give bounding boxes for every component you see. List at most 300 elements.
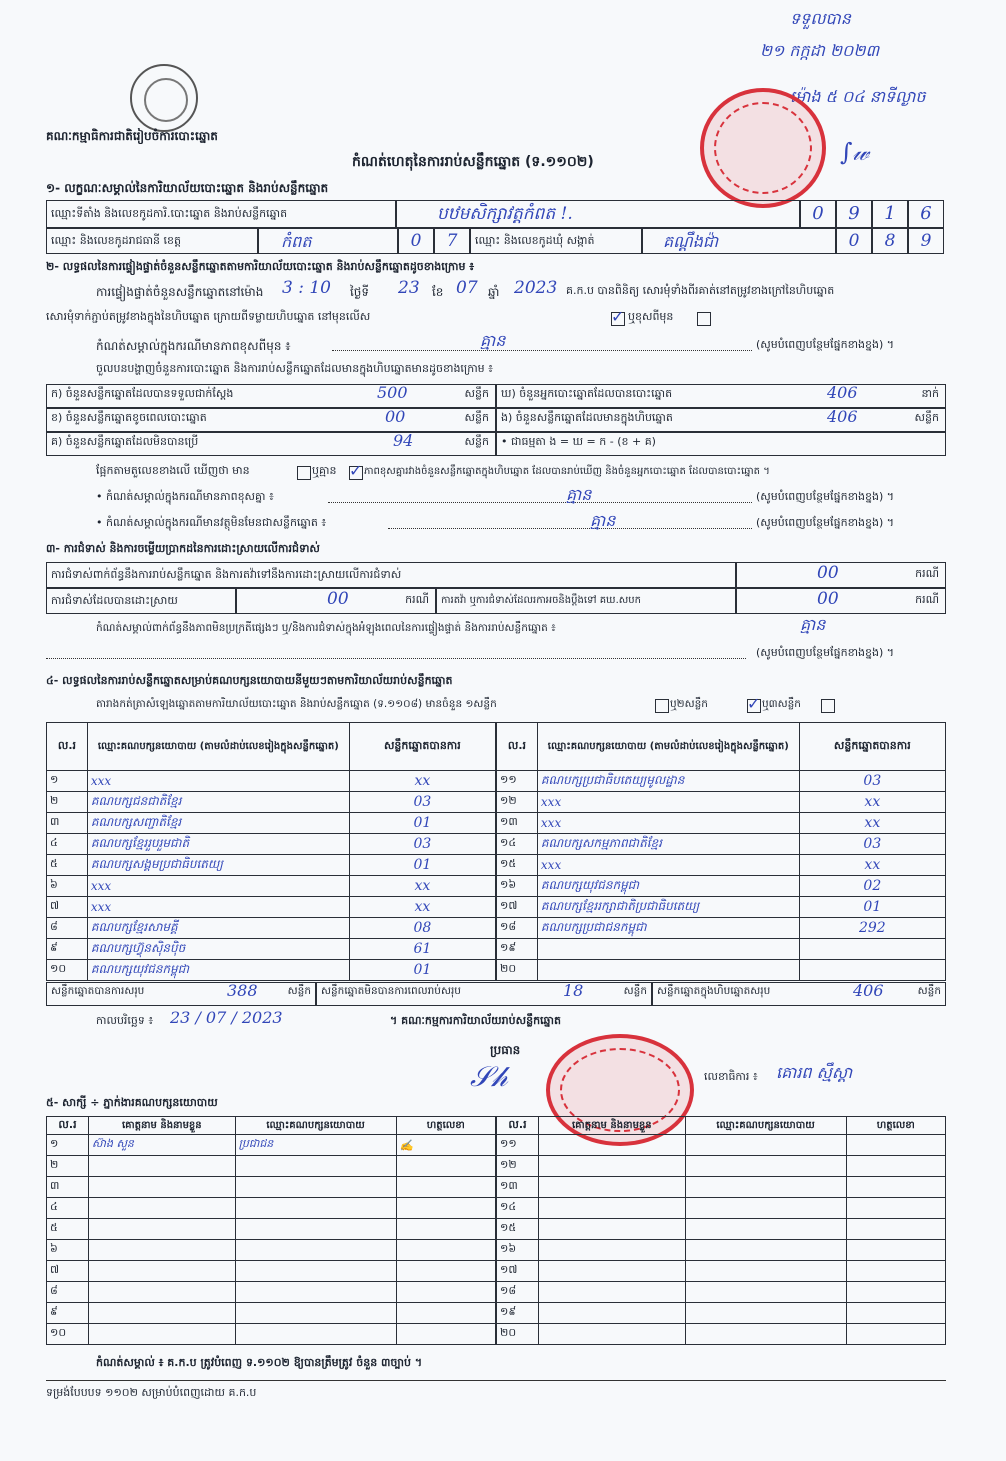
s2-compare-a: ផ្អែកតាមតួលេខខាងលើ ឃើញថា មាន (96, 464, 250, 477)
s2-ngo-row (496, 408, 946, 432)
s3-r1-cell (736, 562, 946, 588)
vote-count (799, 939, 945, 960)
chair-signature: 𝒮𝒽 (470, 1060, 508, 1093)
s1-digit-4: 6 (908, 200, 944, 228)
result-row (47, 960, 496, 981)
s4-total-invalid-unit: សន្លឹក (623, 985, 647, 997)
witness-name (89, 1303, 236, 1324)
s2-time: 3 : 10 (282, 278, 331, 298)
result-row (47, 834, 496, 855)
row-number: ១៩ (497, 939, 538, 960)
s4-col-party-r: ឈ្មោះគណបក្សនយោបាយ (តាមលំដាប់លេខរៀងក្នុងសន្លឹកឆ្នោត) (537, 723, 799, 771)
row-number: ១៧ (497, 897, 538, 918)
witness-signature (846, 1219, 945, 1240)
row-number: ១៤ (497, 834, 538, 855)
vote-count: 08 (349, 918, 495, 939)
party-name: គណបក្សសកម្មភាពជាតិខ្មែរ (537, 834, 799, 855)
witness-party (685, 1324, 846, 1345)
witness-name (89, 1240, 236, 1261)
s2-ko-label: គ) ចំនួនសន្លឹកឆ្នោតដែលមិនបានប្រើ (51, 435, 199, 448)
witness-row (497, 1282, 946, 1303)
row-number: ៩ (47, 1303, 89, 1324)
witness-row (47, 1198, 496, 1219)
row-number: ១៥ (497, 855, 538, 876)
s2-ko-row (46, 432, 496, 456)
witness-row (47, 1324, 496, 1345)
vote-count: xx (799, 855, 945, 876)
row-number: ៩ (47, 939, 88, 960)
s3-title: ៣- ការជំទាស់ និងការចម្លើយប្រាកដនៃការដោះស្រាយលើការជំទាស់ (46, 542, 320, 555)
party-name (537, 960, 799, 981)
witness-party (235, 1177, 396, 1198)
s3-r2b-cell (736, 588, 946, 614)
witness-name (539, 1240, 686, 1261)
row-number: ១ (47, 1135, 89, 1156)
s2-bullet1-hint: (សូមបំពេញបន្ថែមផ្នែកខាងខ្នង) ។ (756, 490, 895, 503)
row-number: ១០ (47, 960, 88, 981)
witness-row (47, 1177, 496, 1198)
row-number: ៥ (47, 1219, 89, 1240)
party-name: xxx (537, 855, 799, 876)
row-number: ២០ (497, 960, 538, 981)
s2-formula: • ជាធម្មតា ង = ឃ = ក - (ខ + គ) (496, 432, 946, 456)
received-note-3: ម៉ោង ៥ ០៤ នាទីល្ងាច (790, 87, 926, 106)
party-name: xxx (537, 813, 799, 834)
party-name: គណបក្សយុវជនកម្ពុជា (87, 960, 349, 981)
row-number: ១៧ (497, 1261, 539, 1282)
s2-bullet2-value: គ្មាន (590, 511, 616, 530)
result-row (497, 960, 946, 981)
witness-row (497, 1198, 946, 1219)
witness-signature (396, 1198, 495, 1219)
s2-ngo-value: 406 (827, 408, 858, 426)
witness-party (235, 1303, 396, 1324)
s4-col-party: ឈ្មោះគណបក្សនយោបាយ (តាមលំដាប់លេខរៀងក្នុងសន្លឹកឆ្នោត) (87, 723, 349, 771)
s4-col-votes-r: សន្លឹកឆ្នោតបានការ (799, 723, 945, 771)
result-row (497, 897, 946, 918)
s5-col-name-r: គោត្តនាម និងនាមខ្លួន (539, 1117, 686, 1135)
form-title: កំណត់ហេតុនៃការរាប់សន្លឹកឆ្នោត (ទ.១១០២) (352, 154, 594, 170)
witness-row (497, 1303, 946, 1324)
s2-day: 23 (398, 278, 420, 298)
witness-party (235, 1240, 396, 1261)
s4-total-box: 406 (853, 982, 884, 1000)
witness-party (685, 1240, 846, 1261)
s2-ka-label: ក) ចំនួនសន្លឹកឆ្នោតដែលបានទទួលជាក់ស្តែង (51, 387, 234, 400)
witness-name (539, 1177, 686, 1198)
vote-count: 01 (799, 897, 945, 918)
row-number: ១៤ (497, 1198, 539, 1219)
s4-col-no-r: ល.រ (497, 723, 538, 771)
s3-r2a-label: ការជំទាស់ដែលបានដោះស្រាយ (46, 588, 236, 614)
witness-party (235, 1282, 396, 1303)
result-row (497, 918, 946, 939)
witness-signature: ✍ (396, 1135, 495, 1156)
witness-signature (846, 1177, 945, 1198)
s2-note-line (332, 350, 752, 351)
result-row (497, 792, 946, 813)
result-row (497, 771, 946, 792)
s1-commune-code-3: 9 (908, 228, 944, 254)
s2-ngo-unit: សន្លឹក (914, 411, 939, 424)
same-as-before-checkbox[interactable] (611, 312, 625, 326)
s2-compare-b: ឬគ្មាន (312, 464, 337, 477)
row-number: ៧ (47, 1261, 89, 1282)
row-number: ៨ (47, 918, 88, 939)
s2-month-label: ខែ (432, 285, 444, 299)
s3-r2a-value: 00 (327, 589, 349, 609)
s3-r1-label: ការជំទាស់ពាក់ព័ន្ធនឹងការរាប់សន្លឹកឆ្នោត និងការតវ៉ាទៅនឹងការដោះស្រាយលើការជំទាស់ (46, 562, 736, 588)
s5-col-sign: ហត្ថលេខា (396, 1117, 495, 1135)
s1-province: កំពត (258, 228, 398, 254)
s2-intro-b: ថ្ងៃទី (350, 285, 370, 299)
vote-count (799, 960, 945, 981)
s3-note-line (46, 658, 746, 659)
s5-title: ៥- សាក្សី ÷ ភ្នាក់ងារគណបក្សនយោបាយ (46, 1096, 218, 1109)
witness-name (89, 1156, 236, 1177)
one-sheet-checkbox[interactable] (655, 699, 669, 713)
witness-party (235, 1156, 396, 1177)
s1-commune-code-2: 8 (872, 228, 908, 254)
signature-top: ∫𝓌 (840, 138, 870, 166)
witness-row (47, 1156, 496, 1177)
result-row (47, 939, 496, 960)
s1-row1-label: ឈ្មោះទីតាំង និងលេខកូដការិ.បោះឆ្នោត និងរាប់សន្លឹកឆ្នោត (46, 200, 396, 228)
s2-ko-unit: សន្លឹក (464, 435, 489, 448)
s3-r2b-unit: ករណី (915, 593, 939, 606)
s2-ngo-label: ង) ចំនួនសន្លឹកឆ្នោតដែលមានក្នុងហិបឆ្នោត (501, 411, 673, 424)
s1-digit-1: 0 (800, 200, 836, 228)
s3-r1-value: 00 (817, 563, 839, 583)
two-sheets-checkbox[interactable] (747, 699, 761, 713)
witness-name (539, 1156, 686, 1177)
s2-bullet1-line (328, 502, 752, 503)
party-name: គណបក្សហ៊្វុនស៊ិនប៉ិច (87, 939, 349, 960)
witness-party (685, 1261, 846, 1282)
row-number: ១៦ (497, 876, 538, 897)
result-row (47, 813, 496, 834)
result-row (497, 876, 946, 897)
witness-name (89, 1282, 236, 1303)
s4-total-box-cell (652, 982, 946, 1006)
witness-party (235, 1219, 396, 1240)
witness-party (235, 1198, 396, 1219)
witness-name (89, 1177, 236, 1198)
row-number: ៣ (47, 813, 88, 834)
witness-name (539, 1282, 686, 1303)
vote-count: xx (799, 813, 945, 834)
s2-month: 07 (456, 278, 478, 298)
s2-note-value: គ្មាន (480, 331, 506, 350)
s5-footnote: កំណត់សម្គាល់ ៖ គ.ក.ប ត្រូវបំពេញ ទ.១១០២ ឱ្យបានត្រឹមត្រូវ ចំនួន ៣ច្បាប់ ។ (96, 1356, 423, 1369)
emblem-icon (130, 64, 198, 132)
s2-sub: ចួលបនបង្ហាញចំនួនការបោះឆ្នោត និងការរាប់សន្លឹកឆ្នោតដែលមានក្នុងហិបឆ្នោតមានដូចខាងក្រោម ៖ (96, 362, 493, 375)
party-name: គណបក្សជនជាតិខ្មែរ (87, 792, 349, 813)
s4-total-invalid: 18 (563, 982, 584, 1000)
form-code: ទម្រង់បែបបទ ១១០២ សម្រាប់បំពេញដោយ គ.ក.ប (46, 1386, 257, 1399)
witness-row (47, 1219, 496, 1240)
s1-row2-label-a: ឈ្មោះ និងលេខកូដរាជធានី ខេត្ត (46, 228, 258, 254)
witness-row (497, 1240, 946, 1261)
witness-signature (396, 1303, 495, 1324)
witness-party (685, 1303, 846, 1324)
result-row (497, 855, 946, 876)
party-name: គណបក្សប្រជាធិបតេយ្យមូលដ្ឋាន (537, 771, 799, 792)
witness-name (89, 1219, 236, 1240)
received-note-2: ២១ កក្កដា ២០២៣ (760, 41, 880, 60)
vote-count: 03 (799, 771, 945, 792)
witness-name (539, 1135, 686, 1156)
witness-signature (396, 1282, 495, 1303)
witness-party (235, 1261, 396, 1282)
row-number: ១១ (497, 1135, 539, 1156)
s1-row2-label-b: ឈ្មោះ និងលេខកូដឃុំ សង្កាត់ (470, 228, 642, 254)
s2-ko-value: 94 (393, 432, 414, 450)
has-difference-checkbox[interactable] (297, 466, 311, 480)
party-name: គណបក្សសង្គមប្រជាធិបតេយ្យ (87, 855, 349, 876)
s4-results-table-right (496, 722, 946, 981)
vote-count: 03 (799, 834, 945, 855)
row-number: ១២ (497, 1156, 539, 1177)
s5-col-sign-r: ហត្ថលេខា (846, 1117, 945, 1135)
witness-row (497, 1261, 946, 1282)
witness-signature (846, 1303, 945, 1324)
row-number: ១៣ (497, 813, 538, 834)
row-number: ៤ (47, 834, 88, 855)
witness-signature (846, 1324, 945, 1345)
result-row (47, 855, 496, 876)
s2-intro-e: ឬខុសពីមុន (628, 310, 674, 323)
witness-name: ស៊ាង សួន (89, 1135, 236, 1156)
result-row (47, 918, 496, 939)
witness-row (47, 1135, 496, 1156)
s2-kho-label: ឃ) ចំនួនអ្នកបោះឆ្នោតដែលបានបោះឆ្នោត (501, 387, 673, 400)
witness-signature (396, 1177, 495, 1198)
vote-count: 03 (349, 834, 495, 855)
s2-title: ២- លទ្ធផលនៃការផ្ទៀងផ្ទាត់ចំនួនសន្លឹកឆ្នោតតាមការិយាល័យបោះឆ្នោត និងរាប់សន្លឹកឆ្នោតដូចខាងក្រោម ៖ (46, 260, 475, 273)
party-name: គណបក្សខ្មែរសាមគ្គី (87, 918, 349, 939)
s2-ka-value: 500 (377, 384, 408, 402)
s2-kho-row (496, 384, 946, 408)
witness-signature (396, 1324, 495, 1345)
s4-date-suffix: ។ គណៈកម្មការការិយាល័យរាប់សន្លឹកឆ្នោត (390, 1014, 562, 1027)
s2-ka-unit: សន្លឹក (464, 387, 489, 400)
s5-col-no: ល.រ (47, 1117, 89, 1135)
footer-divider (46, 1380, 946, 1381)
witness-row (47, 1282, 496, 1303)
s4-total-invalid-label: សន្លឹកឆ្នោតមិនបានការពេលរាប់សរុប (321, 985, 461, 997)
s2-kha-row (46, 408, 496, 432)
vote-count: 03 (349, 792, 495, 813)
s5-col-no-r: ល.រ (497, 1117, 539, 1135)
result-row (497, 834, 946, 855)
s3-r2a-cell (236, 588, 436, 614)
row-number: ១១ (497, 771, 538, 792)
vote-count: xx (349, 771, 495, 792)
s2-compare-c: ភាពខុសគ្នារវាងចំនួនសន្លឹកឆ្នោតក្នុងហិបឆ្នោត ដែលបានរាប់ឃើញ និងចំនួនអ្នកបោះឆ្នោត ដែលបានបោះឆ្នោត ។ (364, 466, 770, 477)
result-row (497, 813, 946, 834)
received-note-1: ទទួលបាន (790, 9, 851, 28)
vote-count: xx (349, 897, 495, 918)
s3-note-hint: (សូមបំពេញបន្ថែមផ្នែកខាងខ្នង) ។ (756, 646, 895, 659)
s2-ka-row (46, 384, 496, 408)
row-number: ២ (47, 1156, 89, 1177)
witness-signature (396, 1261, 495, 1282)
vote-count: 61 (349, 939, 495, 960)
witness-party: ប្រជាជន (235, 1135, 396, 1156)
witness-row (47, 1240, 496, 1261)
s2-kho-unit: នាក់ (921, 387, 939, 400)
s1-commune: គណ្ដឹងជ៉ា (642, 228, 836, 254)
s2-note-hint: (សូមបំពេញបន្ថែមផ្នែកខាងខ្នង) ។ (756, 338, 895, 351)
s3-note-label: កំណត់សម្គាល់ពាក់ព័ន្ធនឹងភាពមិនប្រក្រតីផ្សេងៗ ឬ/និងការជំទាស់ក្នុងអំឡុងពេលនៃការផ្ទៀងផ្ទាត់ និងការរាប់សន្លឹកឆ្នោត ៖ (96, 622, 556, 634)
s4-chair-label: ប្រធាន (490, 1043, 521, 1057)
s1-row1-value: បឋមសិក្សាវត្តកំពត !. (396, 200, 800, 228)
s2-kha-unit: សន្លឹក (464, 411, 489, 424)
vote-count: xx (349, 876, 495, 897)
row-number: ១៨ (497, 918, 538, 939)
vote-count: xx (799, 792, 945, 813)
s5-col-name: គោត្តនាម និងនាមខ្លួន (89, 1117, 236, 1135)
row-number: ១០ (47, 1324, 89, 1345)
s1-title: ១- លក្ខណៈសម្គាល់នៃការិយាល័យបោះឆ្នោត និងរាប់សន្លឹកឆ្នោត (46, 181, 329, 195)
s4-col-votes: សន្លឹកឆ្នោតបានការ (349, 723, 495, 771)
vote-count: 292 (799, 918, 945, 939)
s3-note-value: គ្មាន (800, 615, 826, 634)
witness-signature (846, 1135, 945, 1156)
witness-signature (846, 1282, 945, 1303)
row-number: ៣ (47, 1177, 89, 1198)
row-number: ១២ (497, 792, 538, 813)
vote-count: 02 (799, 876, 945, 897)
s4-title: ៤- លទ្ធផលនៃការរាប់សន្លឹកឆ្នោតសម្រាប់គណបក្សនយោបាយនីមួយៗតាមការិយាល័យរាប់សន្លឹកឆ្នោត (46, 674, 453, 687)
s4-total-box-label: សន្លឹកឆ្នោតក្នុងហិបឆ្នោតសរុប (657, 985, 771, 997)
s2-intro-a: ការផ្ទៀងផ្ទាត់ចំនួនសន្លឹកឆ្នោតនៅម៉ោង (96, 285, 264, 299)
s1-digit-2: 9 (836, 200, 872, 228)
party-name: គណបក្សប្រជាជនកម្ពុជា (537, 918, 799, 939)
witness-party (685, 1156, 846, 1177)
s4-total-invalid-cell (316, 982, 652, 1006)
witness-name (89, 1261, 236, 1282)
s4-results-table-left (46, 722, 496, 981)
three-sheets-checkbox[interactable] (821, 699, 835, 713)
row-number: ២ (47, 792, 88, 813)
party-name: គណបក្សយុវជនកម្ពុជា (537, 876, 799, 897)
s2-bullet1-label: • កំណត់សម្គាល់ក្នុងករណីមានភាពខុសគ្នា ៖ (96, 490, 274, 503)
official-stamp-top (700, 88, 826, 208)
s5-col-party: ឈ្មោះគណបក្សនយោបាយ (235, 1117, 396, 1135)
witness-name (89, 1198, 236, 1219)
row-number: ៥ (47, 855, 88, 876)
s2-bullet1-value: គ្មាន (566, 485, 592, 504)
witness-party (685, 1219, 846, 1240)
row-number: ៨ (47, 1282, 89, 1303)
s1-digit-3: 1 (872, 200, 908, 228)
result-row (47, 897, 496, 918)
s2-kho-value: 406 (827, 384, 858, 402)
s4-col-no: ល.រ (47, 723, 88, 771)
witness-row (497, 1219, 946, 1240)
witness-party (685, 1177, 846, 1198)
s5-col-party-r: ឈ្មោះគណបក្សនយោបាយ (685, 1117, 846, 1135)
party-name: xxx (87, 771, 349, 792)
witness-name (539, 1324, 686, 1345)
witness-signature (846, 1198, 945, 1219)
s4-date-value: 23 / 07 / 2023 (170, 1008, 283, 1027)
s2-year: 2023 (514, 278, 558, 298)
row-number: ៦ (47, 876, 88, 897)
s4-total-valid-label: សន្លឹកឆ្នោតបានការសរុប (51, 985, 145, 997)
s2-intro-c: គ.ក.ប បានពិនិត្យ សោរមុំទាំងពីរគាត់នៅតម្រូវខាងក្រៅនៃហិបឆ្នោត (566, 284, 835, 297)
witness-name (539, 1261, 686, 1282)
s3-r1-unit: ករណី (915, 567, 939, 580)
result-row (497, 939, 946, 960)
s2-year-label: ឆ្នាំ (488, 285, 500, 299)
result-row (47, 876, 496, 897)
s4-total-valid: 388 (227, 982, 258, 1000)
s2-intro-d: សោរមុំទាក់ភ្ជាប់តម្រូវខាងក្នុងនៃហិបឆ្នោត ក្រោយពីទម្លាយហិបឆ្នោត នៅមុនលើស (46, 310, 371, 323)
row-number: ៦ (47, 1240, 89, 1261)
witness-name (539, 1198, 686, 1219)
witness-signature (396, 1156, 495, 1177)
vote-count: 01 (349, 813, 495, 834)
party-name: xxx (87, 876, 349, 897)
row-number: ១៨ (497, 1282, 539, 1303)
witness-row (47, 1303, 496, 1324)
s3-r2a-unit: ករណី (405, 593, 429, 606)
row-number: ១៥ (497, 1219, 539, 1240)
witness-party (235, 1324, 396, 1345)
s5-witness-table-left (46, 1116, 496, 1345)
vote-count: 01 (349, 855, 495, 876)
s4-total-valid-unit: សន្លឹក (287, 985, 311, 997)
row-number: ៤ (47, 1198, 89, 1219)
s1-province-code-2: 7 (434, 228, 470, 254)
s3-r2b-value: 00 (817, 589, 839, 609)
s4-intro-c: ឬ៣សន្លឹក (762, 698, 801, 710)
s5-witness-table-right (496, 1116, 946, 1345)
witness-row (497, 1177, 946, 1198)
witness-name (539, 1219, 686, 1240)
s4-secretary-label: លេខាធិការ ៖ (704, 1070, 758, 1083)
row-number: ១៣ (497, 1177, 539, 1198)
row-number: ១៦ (497, 1240, 539, 1261)
party-name (537, 939, 799, 960)
row-number: ១ (47, 771, 88, 792)
no-difference-checkbox[interactable] (349, 466, 363, 480)
row-number: ២០ (497, 1324, 539, 1345)
party-name: គណបក្សខ្មែររួបរួមជាតិ (87, 834, 349, 855)
s4-total-box-unit: សន្លឹក (917, 985, 941, 997)
witness-party (685, 1282, 846, 1303)
s4-intro-b: ឬ២សន្លឹក (670, 698, 708, 710)
witness-signature (846, 1240, 945, 1261)
witness-party (685, 1198, 846, 1219)
witness-row (497, 1156, 946, 1177)
s4-total-valid-cell (46, 982, 316, 1006)
s2-kha-value: 00 (385, 408, 406, 426)
different-checkbox[interactable] (697, 312, 711, 326)
vote-count: 01 (349, 960, 495, 981)
result-row (47, 771, 496, 792)
s1-province-code-1: 0 (398, 228, 434, 254)
row-number: ១៩ (497, 1303, 539, 1324)
row-number: ៧ (47, 897, 88, 918)
witness-row (497, 1135, 946, 1156)
party-name: xxx (87, 897, 349, 918)
s2-bullet2-hint: (សូមបំពេញបន្ថែមផ្នែកខាងខ្នង) ។ (756, 516, 895, 529)
s2-bullet2-line (388, 528, 752, 529)
